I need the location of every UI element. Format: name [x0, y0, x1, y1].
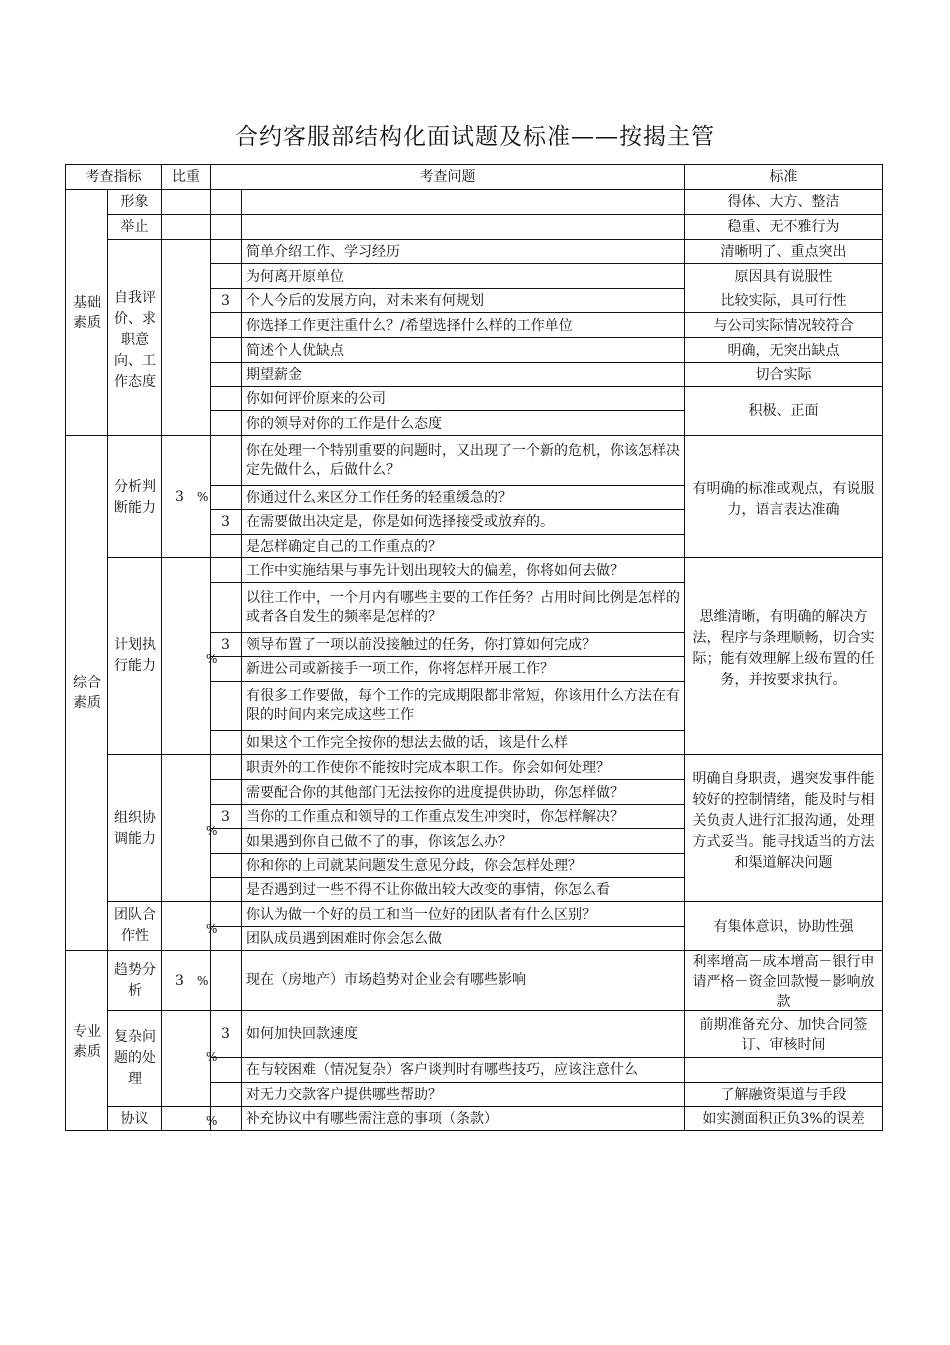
- standard-item: 利率增高－成本增高－银行申请严格－资金回款慢－影响放款: [692, 954, 875, 1010]
- question-item: 如何加快回款速度: [246, 1026, 358, 1042]
- category-comprehensive: 综合素质: [73, 675, 101, 711]
- category-professional: 专业素质: [73, 1024, 101, 1060]
- question-item: 是怎样确定自己的工作重点的？: [246, 539, 442, 555]
- table-divider: [210, 582, 684, 583]
- question-item: 你通过什么来区分工作任务的轻重缓急的？: [246, 490, 512, 506]
- weight-percent: %: [197, 490, 209, 504]
- weight-value: 3: [221, 637, 230, 653]
- table-divider: [107, 557, 883, 558]
- standard-item: 明确，无突出缺点: [727, 343, 840, 359]
- sub-manner: 举止: [120, 219, 149, 235]
- sub-complex: 复杂问题的处理: [114, 1029, 156, 1087]
- question-item: 你的领导对你的工作是什么态度: [246, 416, 442, 432]
- question-item: 如果这个工作完全按你的想法去做的话，该是什么样: [246, 735, 568, 751]
- standard-item: 有集体意识，协助性强: [713, 919, 854, 935]
- question-item: 如果遇到你自己做不了的事，你该怎么办？: [246, 834, 512, 850]
- weight-percent: %: [206, 1050, 218, 1064]
- table-border-top: [65, 164, 883, 165]
- header-weight: 比重: [172, 169, 200, 185]
- table-divider: [210, 853, 684, 854]
- weight-percent: %: [206, 652, 218, 666]
- standard-item: 与公司实际情况较符合: [713, 318, 854, 334]
- table-divider: [65, 950, 883, 951]
- standard-item: 稳重、无不雅行为: [727, 219, 840, 235]
- sub-analysis: 分析判断能力: [114, 479, 156, 516]
- table-border-left: [65, 164, 66, 1131]
- table-divider: [210, 534, 684, 535]
- standard-item: 得体、大方、整洁: [727, 194, 840, 210]
- question-item: 你和你的上司就某问题发生意见分歧，你会怎样处理？: [246, 858, 582, 874]
- table-divider: [210, 779, 684, 780]
- sub-organize: 组织协调能力: [114, 810, 156, 847]
- table-divider: [210, 1057, 883, 1058]
- table-divider: [210, 337, 883, 338]
- table-divider: [210, 362, 883, 363]
- table-divider: [65, 189, 883, 190]
- weight-value: 3: [221, 293, 230, 309]
- table-divider: [161, 164, 162, 1131]
- question-item: 需要配合你的其他部门无法按你的进度提供协助，你怎样做？: [246, 785, 624, 801]
- standard-item: 切合实际: [755, 367, 812, 383]
- table-divider: [210, 681, 684, 682]
- table-divider: [210, 730, 684, 731]
- table-divider: [210, 877, 684, 878]
- standard-item: 了解融资渠道与手段: [720, 1087, 847, 1103]
- standard-item: 思维清晰，有明确的解决方法，程序与条理顺畅，切合实际；能有效理解上级布置的任务，并按要求执行。: [692, 609, 875, 688]
- question-item: 有很多工作要做，每个工作的完成期限都非常短，你该用什么方法在有限的时间内来完成这些工作: [246, 688, 680, 723]
- question-item: 个人今后的发展方向，对未来有何规划: [246, 293, 484, 309]
- header-standard: 标准: [769, 169, 798, 185]
- question-item: 新进公司或新接手一项工作，你将怎样开展工作？: [246, 661, 554, 677]
- sub-plan: 计划执行能力: [114, 637, 156, 674]
- header-indicator: 考查指标: [85, 169, 142, 185]
- table-divider: [210, 509, 684, 510]
- table-divider: [210, 656, 684, 657]
- table-divider: [210, 926, 684, 927]
- standard-item: 原因具有说服性: [734, 269, 833, 285]
- standard-item: 积极、正面: [748, 403, 819, 419]
- weight-percent: %: [206, 824, 218, 838]
- question-item: 简单介绍工作、学习经历: [246, 244, 400, 260]
- question-item: 期望薪金: [246, 367, 302, 383]
- table-divider: [210, 263, 883, 264]
- table-divider: [210, 1082, 883, 1083]
- sub-self-evaluation: 自我评价、求职意向、工作态度: [114, 290, 156, 390]
- question-item: 当你的工作重点和领导的工作重点发生冲突时，你怎样解决？: [246, 809, 624, 825]
- table-divider: [241, 189, 242, 1131]
- page-title: 合约客服部结构化面试题及标准——按揭主管: [235, 124, 715, 150]
- header-question: 考查问题: [419, 169, 476, 185]
- table-divider: [210, 804, 684, 805]
- weight-value: 3: [221, 1026, 230, 1042]
- question-item: 团队成员遇到困难时你会怎么做: [246, 931, 442, 947]
- table-divider: [210, 828, 684, 829]
- sub-trend: 趋势分析: [114, 962, 156, 999]
- table-border-right: [882, 164, 883, 1131]
- question-item: 补充协议中有哪些需注意的事项（条款）: [246, 1111, 498, 1127]
- table-divider: [210, 410, 684, 411]
- question-item: 你认为做一个好的员工和当一位好的团队者有什么区别？: [246, 907, 596, 923]
- weight-value: 3: [175, 489, 184, 505]
- table-border-bottom: [65, 1130, 883, 1131]
- question-item: 现在（房地产）市场趋势对企业会有哪些影响: [246, 972, 526, 988]
- table-divider: [107, 214, 883, 215]
- weight-value: 3: [221, 514, 230, 530]
- standard-item: 比较实际，具可行性: [720, 293, 847, 309]
- question-item: 工作中实施结果与事先计划出现较大的偏差，你将如何去做？: [246, 563, 624, 579]
- question-item: 在与较困难（情况复杂）客户谈判时有哪些技巧，应该注意什么: [246, 1062, 638, 1078]
- sub-agreement: 协议: [120, 1111, 149, 1127]
- question-item: 职责外的工作使你不能按时完成本职工作。你会如何处理？: [246, 760, 610, 776]
- question-item: 为何离开原单位: [246, 269, 344, 285]
- sub-team: 团队合作性: [114, 907, 156, 944]
- sub-image: 形象: [120, 194, 149, 210]
- weight-value: 3: [221, 809, 230, 825]
- standard-item: 明确自身职责，遇突发事件能较好的控制情绪，能及时与相关负责人进行汇报沟通，处理方式妥当。能寻找适当的方法和渠道解决问题: [692, 771, 875, 871]
- table-divider: [107, 901, 883, 902]
- question-item: 是否遇到过一些不得不让你做出较大改变的事情，你怎么看: [246, 882, 610, 898]
- table-divider: [210, 288, 684, 289]
- weight-percent: %: [206, 922, 218, 936]
- table-divider: [107, 189, 108, 1131]
- question-item: 你如何评价原来的公司: [246, 391, 386, 407]
- question-item: 在需要做出决定是，你是如何选择接受或放弃的。: [246, 514, 554, 530]
- weight-percent: %: [206, 1114, 218, 1128]
- table-divider: [210, 632, 684, 633]
- question-item: 你在处理一个特别重要的问题时，又出现了一个新的危机，你该怎样决定先做什么，后做什么？: [246, 443, 680, 478]
- table-divider: [65, 435, 883, 436]
- table-divider: [107, 1106, 883, 1107]
- question-item: 简述个人优缺点: [246, 343, 344, 359]
- standard-item: 如实测面积正负3%的误差: [702, 1111, 865, 1127]
- table-divider: [210, 386, 883, 387]
- question-item: 领导布置了一项以前没接触过的任务，你打算如何完成？: [246, 637, 596, 653]
- question-item: 对无力交款客户提供哪些帮助？: [246, 1087, 442, 1103]
- table-divider: [210, 164, 211, 1131]
- standard-item: 前期准备充分、加快合同签订、审核时间: [699, 1017, 868, 1053]
- standard-item: 有明确的标准或观点，有说服力，语言表达准确: [692, 481, 875, 518]
- category-basic: 基础素质: [73, 295, 101, 331]
- weight-percent: %: [197, 974, 209, 988]
- table-divider: [107, 239, 883, 240]
- weight-value: 3: [175, 973, 184, 989]
- table-divider: [107, 754, 883, 755]
- question-item: 以往工作中，一个月内有哪些主要的工作任务？占用时间比例是怎样的或者各自发生的频率是怎样的？: [246, 590, 680, 625]
- standard-item: 清晰明了、重点突出: [720, 244, 847, 260]
- question-item: 你选择工作更注重什么？/希望选择什么样的工作单位: [246, 318, 573, 334]
- table-divider: [210, 485, 684, 486]
- table-divider: [210, 312, 883, 313]
